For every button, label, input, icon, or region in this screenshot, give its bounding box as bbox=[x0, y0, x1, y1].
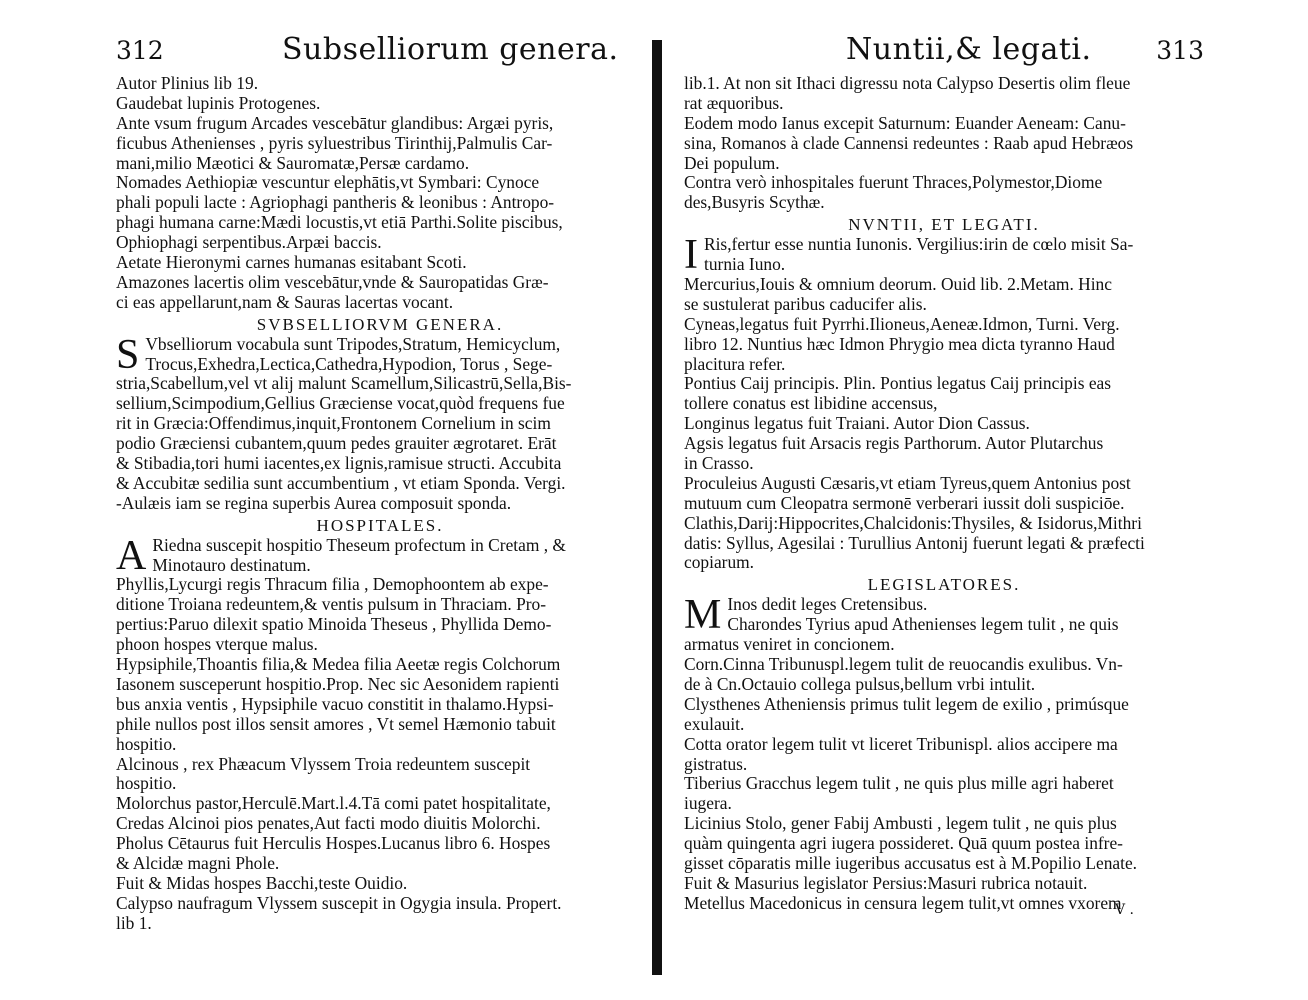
text-line: Eodem modo Ianus excepit Saturnum: Euander Aeneam: Canu- bbox=[684, 113, 1126, 133]
text-line: quàm quingenta agri iugera possideret. Quā quum postea infre- bbox=[684, 834, 1123, 854]
section-opening bbox=[116, 331, 644, 514]
text-line: Ris,fertur esse nuntia Iunonis. Vergilius:irin de cœlo misit Sa- bbox=[704, 235, 1134, 255]
text-line: Clysthenes Atheniensis primus tulit legem de exilio , primúsque bbox=[684, 694, 1129, 714]
text-line: Metellus Macedonicus in censura legem tulit,vt omnes vxorem bbox=[684, 893, 1122, 913]
section-opening bbox=[116, 532, 644, 579]
text-line: Licinius Stolo, gener Fabij Ambusti , legem tulit , ne quis plus bbox=[684, 814, 1117, 834]
text-line: rit in Græcia:Offendimus,inquit,Frontonem Cornelium in scim bbox=[116, 414, 551, 434]
text-line: de à Cn.Octauio collega pulsus,bellum vrbi intulit. bbox=[684, 674, 1036, 694]
section-heading: LEGISLATORES. bbox=[867, 575, 1021, 595]
text-line: ci eas appellarunt,nam & Sauras lacertas vocant. bbox=[116, 292, 454, 312]
text-line: gisset cōparatis mille iugeribus accusatus est à M.Popilio Lenate. bbox=[684, 853, 1138, 873]
text-line: Autor Plinius lib 19. bbox=[116, 74, 259, 93]
text-line: exulauit. bbox=[684, 714, 745, 734]
text-line: Vbselliorum vocabula sunt Tripodes,Stratum, Hemicyclum, bbox=[145, 334, 561, 354]
text-line: podio Græciensi cubantem,quum pedes grauiter ægrotaret. Erāt bbox=[116, 434, 557, 454]
text-line: lib.1. At non sit Ithaci digressu nota Calypso Desertis olim fleue bbox=[684, 74, 1131, 93]
text-line: ficubus Athenienses , pyris syluestribus Tirinthij,Palmulis Car- bbox=[116, 133, 553, 153]
text-line: sellium,Scimpodium,Gellius Græciense vocat,quòd frequens fue bbox=[116, 394, 565, 414]
right-page-body bbox=[684, 74, 1204, 914]
drop-cap: M bbox=[684, 592, 722, 639]
book-gutter bbox=[652, 40, 662, 975]
text-line: sina, Romanos à clade Cannensi redeuntes : Raab apud Hebræos bbox=[684, 133, 1134, 153]
text-line: turnia Iuno. bbox=[704, 255, 786, 275]
text-line: Cotta orator legem tulit vt liceret Tribunispl. alios accipere ma bbox=[684, 734, 1118, 754]
text-line: Corn.Cinna Tribunuspl.legem tulit de reuocandis exulibus. Vn- bbox=[684, 655, 1123, 675]
text-line: Minotauro destinatum. bbox=[152, 555, 311, 575]
text-line: Dei populum. bbox=[684, 153, 780, 173]
text-line: phile nullos post illos sensit amores , Vt semel Hæmonio tabuit bbox=[116, 714, 556, 734]
text-line: phagi humana carne:Mædi locustis,vt etiā Parthi.Solite piscibus, bbox=[116, 213, 563, 233]
text-line: in Crasso. bbox=[684, 454, 754, 474]
text-line: stria,Scabellum,vel vt alij malunt Scamellum,Silicastrū,Sella,Bis- bbox=[116, 374, 572, 394]
left-page-header bbox=[116, 30, 644, 74]
catchword: V . bbox=[1114, 901, 1134, 918]
text-line: & Alcidæ magni Phole. bbox=[116, 853, 280, 873]
text-line: phali populi lacte : Agriophagi pantheris & leonibus : Antropo- bbox=[116, 193, 555, 213]
text-line: Contra verò inhospitales fuerunt Thraces,Polymestor,Diome bbox=[684, 173, 1103, 193]
text-line: Aetate Hieronymi carnes humanas esitabant Scoti. bbox=[116, 253, 467, 273]
right-page-number: 313 bbox=[1156, 36, 1204, 65]
drop-cap: A bbox=[116, 532, 147, 579]
section-heading: HOSPITALES. bbox=[316, 515, 444, 535]
text-line: -Aulæis iam se regina superbis Aurea composuit sponda. bbox=[116, 493, 512, 513]
text-line: Riedna suscepit hospitio Theseum profectum in Cretam , & bbox=[152, 535, 566, 555]
text-line: Pholus Cētaurus fuit Herculis Hospes.Lucanus libro 6. Hospes bbox=[116, 834, 551, 854]
text-line: Clathis,Darij:Hippocrites,Chalcidonis:Thysiles, & Isidorus,Mithri bbox=[684, 513, 1142, 533]
text-line: & Accubitæ sedilia sunt accumbentium , vt etiam Sponda. Vergi. bbox=[116, 473, 566, 493]
section-opening bbox=[684, 232, 1204, 279]
text-line: armatus veniret in concionem. bbox=[684, 635, 895, 655]
text-line: Cyneas,legatus fuit Pyrrhi.Ilioneus,Aeneæ.Idmon, Turni. Verg. bbox=[684, 314, 1120, 334]
left-page-number: 312 bbox=[116, 36, 164, 65]
text-line: hospitio. bbox=[116, 734, 177, 754]
text-line: Charondes Tyrius apud Athenienses legem tulit , ne quis bbox=[727, 615, 1119, 635]
text-line: gistratus. bbox=[684, 754, 748, 774]
drop-cap: I bbox=[684, 232, 698, 279]
text-line: Phyllis,Lycurgi regis Thracum filia , Demophoontem ab expe- bbox=[116, 575, 549, 595]
text-line: rat æquoribus. bbox=[684, 93, 784, 113]
text-line: Amazones lacertis olim vescebātur,vnde & Sauropatidas Græ- bbox=[116, 272, 549, 292]
text-line: datis: Syllus, Agesilai : Turullius Antonij fuerunt legati & præfecti bbox=[684, 533, 1145, 553]
text-line: Molorchus pastor,Herculē.Mart.l.4.Tā comi patet hospitalitate, bbox=[116, 794, 551, 814]
text-line: lib 1. bbox=[116, 913, 152, 933]
text-line: & Stibadia,tori humi iacentes,ex lignis,ramisue structi. Accubita bbox=[116, 454, 562, 474]
text-line: Inos dedit leges Cretensibus. bbox=[727, 595, 928, 615]
text-line: tollere conatus est libidine accensus, bbox=[684, 394, 938, 414]
text-line: Tiberius Gracchus legem tulit , ne quis plus mille agri haberet bbox=[684, 774, 1114, 794]
text-line: Calypso naufragum Vlyssem suscepit in Ogygia insula. Propert. bbox=[116, 893, 562, 913]
left-page-body bbox=[116, 74, 644, 934]
text-line: iugera. bbox=[684, 794, 732, 814]
text-line: mani,milio Mæotici & Sauromatæ,Persæ cardamo. bbox=[116, 153, 470, 173]
text-line: Mercurius,Iouis & omnium deorum. Ouid lib. 2.Metam. Hinc bbox=[684, 275, 1112, 295]
text-line: Ophiophagi serpentibus.Arpæi baccis. bbox=[116, 233, 382, 253]
text-line: Iasonem susceperunt hospitio.Prop. Nec sic Aesonidem rapienti bbox=[116, 674, 560, 694]
text-line: Fuit & Midas hospes Bacchi,teste Ouidio. bbox=[116, 873, 408, 893]
text-line: Hypsiphile,Thoantis filia,& Medea filia Aeetæ regis Colchorum bbox=[116, 655, 561, 675]
text-line: Longinus legatus fuit Traiani. Autor Dion Cassus. bbox=[684, 414, 1030, 434]
text-line: des,Busyris Scythæ. bbox=[684, 193, 825, 213]
section-opening bbox=[684, 592, 1204, 655]
left-page bbox=[116, 30, 644, 934]
text-line: phoon hospes vterque malus. bbox=[116, 635, 318, 655]
text-line: Agsis legatus fuit Arsacis regis Parthorum. Autor Plutarchus bbox=[684, 434, 1104, 454]
right-page-header bbox=[684, 30, 1204, 74]
text-line: Alcinous , rex Phæacum Vlyssem Troia redeuntem suscepit bbox=[116, 754, 531, 774]
text-line: libro 12. Nuntius hæc Idmon Phrygio mea dicta tyranno Haud bbox=[684, 334, 1115, 354]
section-heading: NVNTII, ET LEGATI. bbox=[848, 215, 1040, 235]
text-line: Pontius Caij principis. Plin. Pontius legatus Caij principis eas bbox=[684, 374, 1112, 394]
text-line: hospitio. bbox=[116, 774, 177, 794]
text-line: se sustulerat paribus caducifer alis. bbox=[684, 294, 927, 314]
left-running-head: Subselliorum genera. bbox=[282, 32, 619, 67]
text-line: ditione Troiana redeuntem,& ventis pulsum in Thraciam. Pro- bbox=[116, 595, 547, 615]
text-line: Fuit & Masurius legislator Persius:Masuri rubrica notauit. bbox=[684, 873, 1088, 893]
text-line: mutuum cum Cleopatra sermonē verberari iussit doli suspiciōe. bbox=[684, 493, 1125, 513]
text-line: placitura refer. bbox=[684, 354, 786, 374]
text-line: copiarum. bbox=[684, 553, 755, 573]
text-line: Proculeius Augusti Cæsaris,vt etiam Tyreus,quem Antonius post bbox=[684, 473, 1131, 493]
text-line: Ante vsum frugum Arcades vescebātur glandibus: Argæi pyris, bbox=[116, 113, 554, 133]
drop-cap: S bbox=[116, 331, 140, 378]
text-line: pertius:Paruo dilexit spatio Minoida Theseus , Phyllida Demo- bbox=[116, 615, 552, 635]
right-running-head: Nuntii,& legati. bbox=[846, 32, 1092, 67]
text-line: Nomades Aethiopiæ vescuntur elephātis,vt Symbari: Cynoce bbox=[116, 173, 540, 193]
text-line: Credas Alcinoi pios penates,Aut facti modo diuitis Molorchi. bbox=[116, 814, 541, 834]
text-line: Gaudebat lupinis Protogenes. bbox=[116, 93, 321, 113]
right-page bbox=[684, 30, 1204, 918]
text-line: Trocus,Exhedra,Lectica,Cathedra,Hypodion, Torus , Sege- bbox=[145, 354, 553, 374]
section-heading: SVBSELLIORVM GENERA. bbox=[256, 314, 504, 334]
text-line: bus anxia ventis , Hypsiphile vacuo constitit in thalamo.Hypsi- bbox=[116, 694, 554, 714]
